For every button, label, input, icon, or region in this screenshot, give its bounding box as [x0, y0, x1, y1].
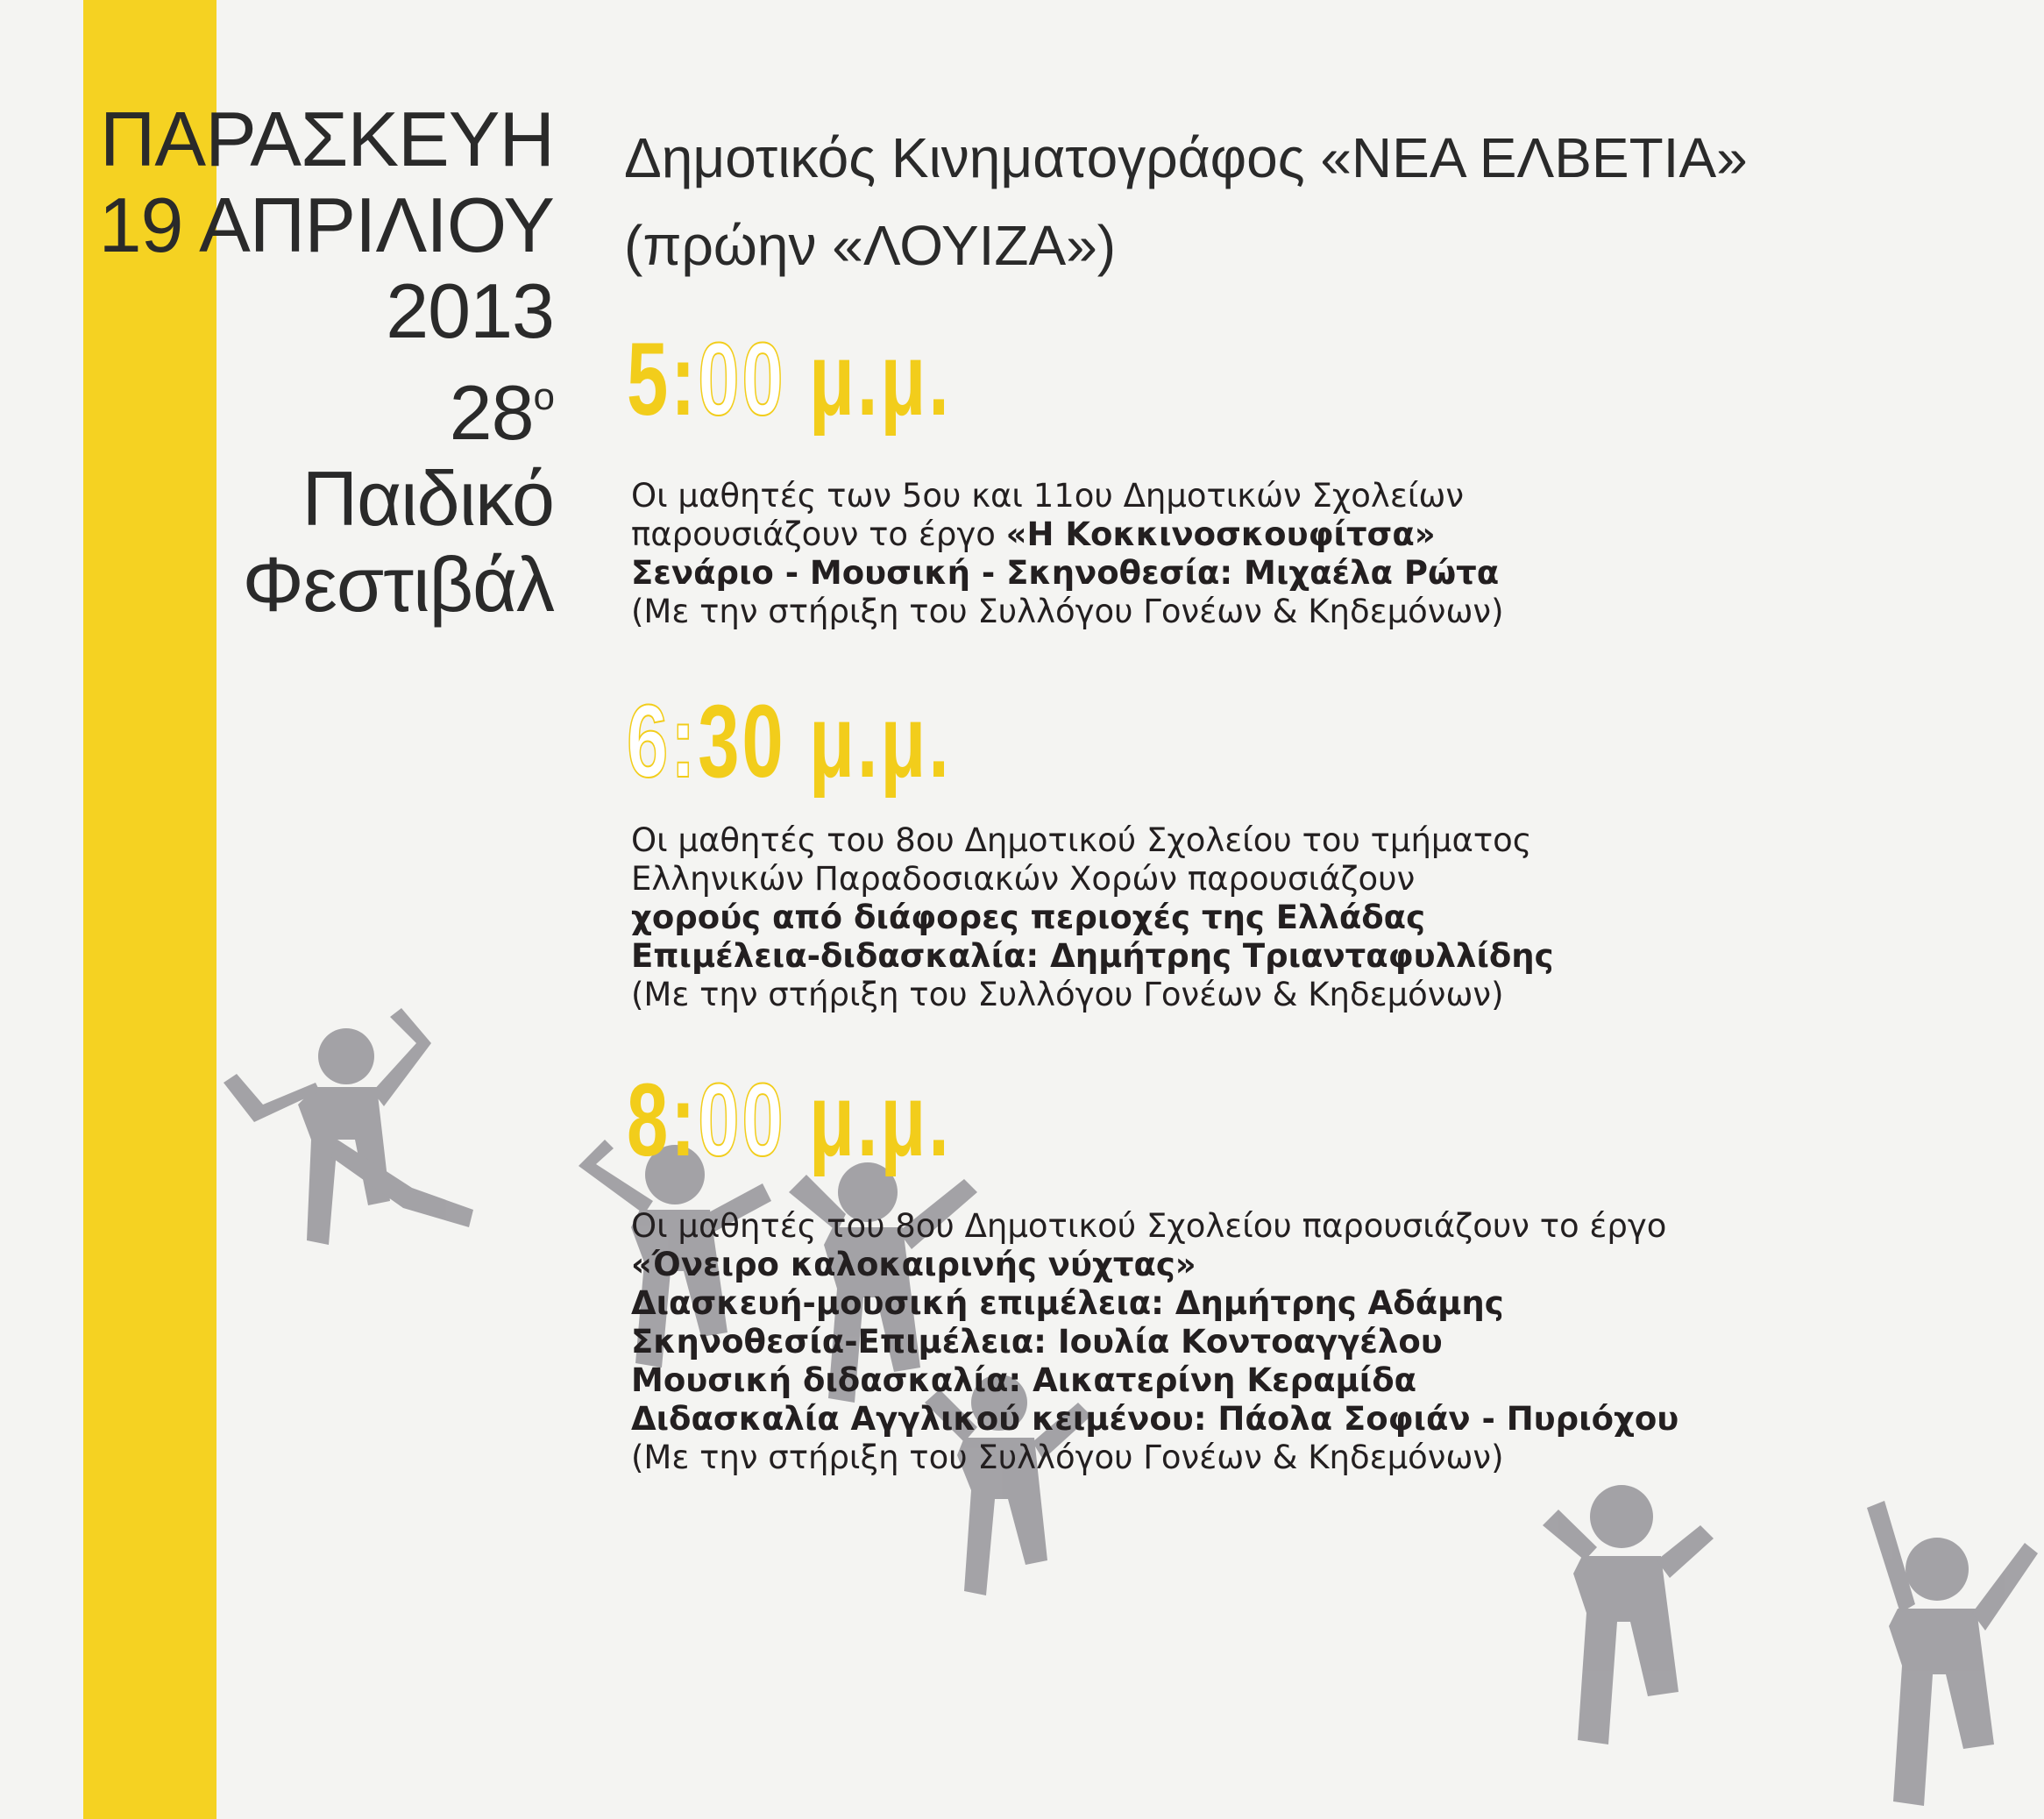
silhouette-child-6: [1867, 1501, 2038, 1806]
event-1-details: [631, 477, 1504, 631]
event-2-line-2: Ελληνικών Παραδοσιακών Χορών παρουσιάζουν: [631, 860, 1416, 898]
event-3-time-min: 00: [698, 1062, 786, 1178]
event-1-time-suffix: μ.μ.: [785, 322, 952, 437]
venue-former-name: (πρώην «ΛΟΥΙΖΑ»): [624, 214, 1117, 277]
event-3-details: [631, 1207, 1678, 1477]
event-3-time-hour: 8:: [627, 1062, 699, 1178]
event-2-time: [627, 682, 952, 801]
edition-suffix: ο: [533, 375, 554, 418]
event-2-support: (Με την στήριξη του Συλλόγου Γονέων & Κηδεμόνων): [631, 976, 1504, 1013]
event-1-time-min: 00: [698, 322, 786, 437]
event-3-time: [627, 1061, 952, 1180]
event-2-line-4: Επιμέλεια-διδασκαλία: Δημήτρης Τριανταφυλλίδης: [631, 937, 1554, 975]
event-3-line-5: Μουσική διδασκαλία: Αικατερίνη Κεραμίδα: [631, 1361, 1417, 1399]
venue-name: Δημοτικός Κινηματογράφος «ΝΕΑ ΕΛΒΕΤΙΑ»: [624, 126, 1748, 189]
day-label: ΠΑΡΑΣΚΕΥΗ: [99, 96, 554, 182]
event-3-line-4: Σκηνοθεσία-Επιμέλεια: Ιουλία Κοντοαγγέλου: [631, 1323, 1443, 1361]
event-1-support: (Με την στήριξη του Συλλόγου Γονέων & Κηδεμόνων): [631, 593, 1504, 630]
event-3-time-suffix: μ.μ.: [785, 1062, 952, 1178]
event-3-support: (Με την στήριξη του Συλλόγου Γονέων & Κηδεμόνων): [631, 1439, 1504, 1476]
event-2-time-suffix: μ.μ.: [785, 684, 952, 799]
festival-label: Φεστιβάλ: [242, 541, 554, 628]
event-1-time-hour: 5:: [627, 322, 699, 437]
edition-number: 28: [449, 369, 534, 456]
festival-title-block: [63, 96, 554, 628]
event-3-line-1: Οι μαθητές του 8ου Δημοτικού Σχολείου παρουσιάζουν το έργο: [631, 1207, 1667, 1245]
event-1-line-2: [631, 515, 1504, 554]
edition-label: [63, 354, 554, 456]
year-label: 2013: [386, 267, 554, 354]
event-2-time-hour: 6:: [627, 684, 699, 799]
event-1-play-title: «Η Κοκκινοσκουφίτσα»: [1005, 515, 1436, 553]
silhouette-child-5: [1543, 1485, 1714, 1744]
event-1-line-1: Οι μαθητές των 5ου και 11ου Δημοτικών Σχολείων: [631, 477, 1464, 515]
event-1-line-2-text: παρουσιάζουν το έργο: [631, 515, 1006, 553]
event-1-credits: Σενάριο - Μουσική - Σκηνοθεσία: Μιχαέλα Ρώτα: [631, 554, 1500, 592]
event-2-line-1: Οι μαθητές του 8ου Δημοτικού Σχολείου του τμήματος: [631, 821, 1532, 859]
event-2-time-min: 30: [698, 684, 786, 799]
event-1-time: [627, 320, 952, 439]
children-label: Παιδικό: [302, 455, 554, 542]
event-2-details: [631, 821, 1554, 1014]
venue-block: [624, 114, 1748, 289]
event-3-line-3: Διασκευή-μουσική επιμέλεια: Δημήτρης Αδάμης: [631, 1284, 1504, 1322]
event-3-line-6: Διδασκαλία Αγγλικού κειμένου: Πάολα Σοφιάν - Πυριόχου: [631, 1400, 1679, 1438]
event-2-line-3: χορούς από διάφορες περιοχές της Ελλάδας: [631, 899, 1426, 936]
event-3-line-2: «Όνειρο καλοκαιρινής νύχτας»: [631, 1246, 1196, 1283]
silhouette-child-1: [224, 1008, 473, 1245]
date-label: 19 ΑΠΡΙΛΙΟΥ: [98, 181, 554, 268]
